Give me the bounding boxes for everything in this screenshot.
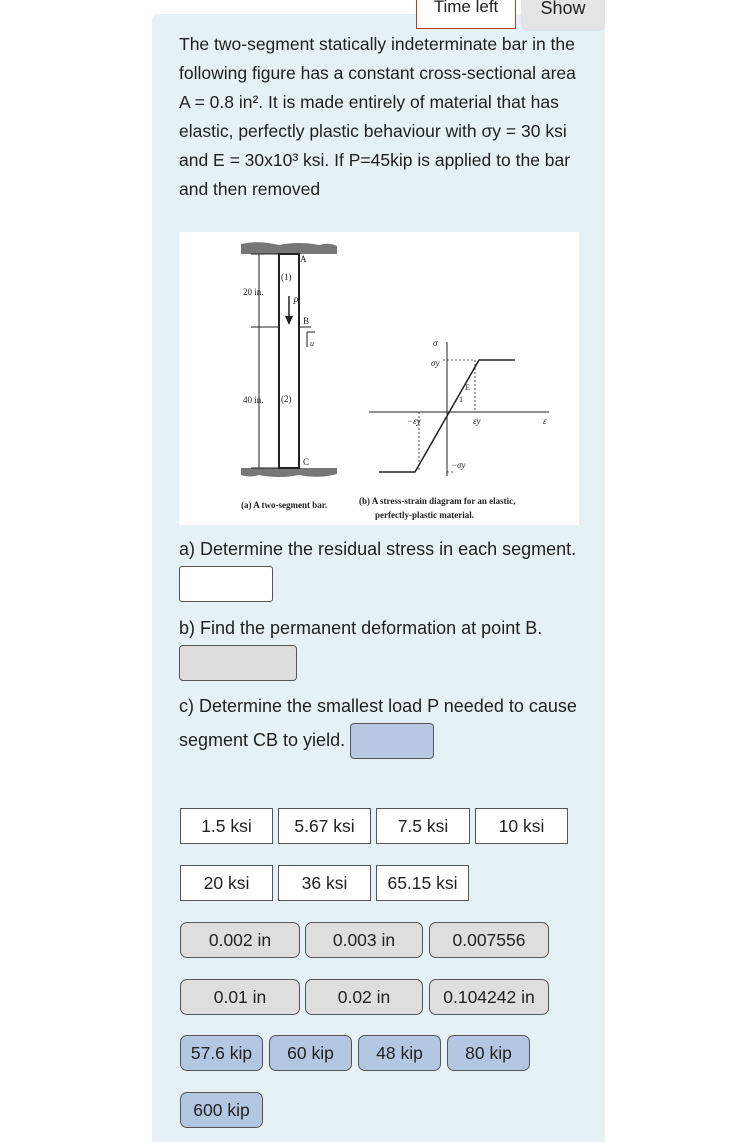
label-E: E <box>465 383 470 392</box>
question-text: The two-segment statically indeterminate bar in the following figure has a constant cross-sectional area A = 0.8 in². It is made entirely of material that has elastic, perfectly plastic behaviour with σy = 30 ksi and E = 30x10³ ksi. If P=45kip is applied to the bar and then removed <box>179 34 576 199</box>
problem-figure <box>179 232 579 525</box>
figure-svg <box>179 232 579 525</box>
label-B: B <box>303 316 310 326</box>
time-left-indicator: Time left <box>416 0 516 29</box>
option-chip-load[interactable]: 48 kip <box>358 1035 441 1071</box>
label-seg2: (2) <box>281 394 292 404</box>
answer-dropzone-b[interactable] <box>179 645 297 681</box>
part-c-text: c) Determine the smallest load P needed to cause segment CB to yield. <box>179 696 577 750</box>
option-chip-stress[interactable]: 1.5 ksi <box>180 808 273 844</box>
label-seg1: (1) <box>281 272 292 282</box>
label-C: C <box>303 457 310 467</box>
label-len2: 40 in. <box>243 395 264 405</box>
option-chip-deformation[interactable]: 0.02 in <box>305 979 423 1015</box>
part-a <box>179 533 579 602</box>
option-chip-stress[interactable]: 36 ksi <box>278 865 371 901</box>
bar-segment <box>279 254 299 468</box>
label-A: A <box>300 254 307 264</box>
answer-dropzone-a[interactable] <box>179 566 273 602</box>
option-chip-stress[interactable]: 7.5 ksi <box>376 808 470 844</box>
option-chip-load[interactable]: 600 kip <box>180 1092 263 1128</box>
option-chip-deformation[interactable]: 0.003 in <box>305 922 423 958</box>
label-eps-y: εy <box>473 416 481 426</box>
label-one: 1 <box>459 395 463 404</box>
part-b <box>179 612 579 681</box>
option-chip-deformation[interactable]: 0.01 in <box>180 979 300 1015</box>
show-button[interactable]: Show <box>521 0 605 31</box>
option-chip-deformation[interactable]: 0.002 in <box>180 922 300 958</box>
option-chip-load[interactable]: 60 kip <box>269 1035 352 1071</box>
caption-b-line2: perfectly-plastic material. <box>375 510 474 520</box>
label-P: P <box>293 296 299 306</box>
label-eps: ε <box>543 416 547 426</box>
option-chip-load[interactable]: 80 kip <box>447 1035 530 1071</box>
option-chip-stress[interactable]: 10 ksi <box>475 808 568 844</box>
load-arrow <box>285 316 293 325</box>
top-wall <box>241 242 337 254</box>
label-neg-eps-y: −εy <box>407 416 421 426</box>
label-u: u <box>310 339 314 348</box>
label-neg-sigma-y: −σy <box>451 460 466 470</box>
option-chip-stress[interactable]: 5.67 ksi <box>278 808 371 844</box>
option-chip-deformation[interactable]: 0.007556 <box>429 922 549 958</box>
caption-a: (a) A two-segment bar. <box>241 500 328 510</box>
part-b-text: b) Find the permanent deformation at point B. <box>179 618 543 638</box>
option-chip-load[interactable]: 57.6 kip <box>180 1035 263 1071</box>
bottom-wall <box>241 468 337 477</box>
option-chip-stress[interactable]: 20 ksi <box>180 865 273 901</box>
option-chip-deformation[interactable]: 0.104242 in <box>429 979 549 1015</box>
label-len1: 20 in. <box>243 287 264 297</box>
label-sigma: σ <box>433 338 438 348</box>
part-a-text: a) Determine the residual stress in each segment. <box>179 539 577 559</box>
part-c <box>179 690 579 759</box>
option-chip-stress[interactable]: 65.15 ksi <box>376 865 469 901</box>
caption-b-line1: (b) A stress-strain diagram for an elastic, <box>359 496 516 506</box>
answer-dropzone-c[interactable] <box>350 723 434 759</box>
label-sigma-y: σy <box>431 358 440 368</box>
